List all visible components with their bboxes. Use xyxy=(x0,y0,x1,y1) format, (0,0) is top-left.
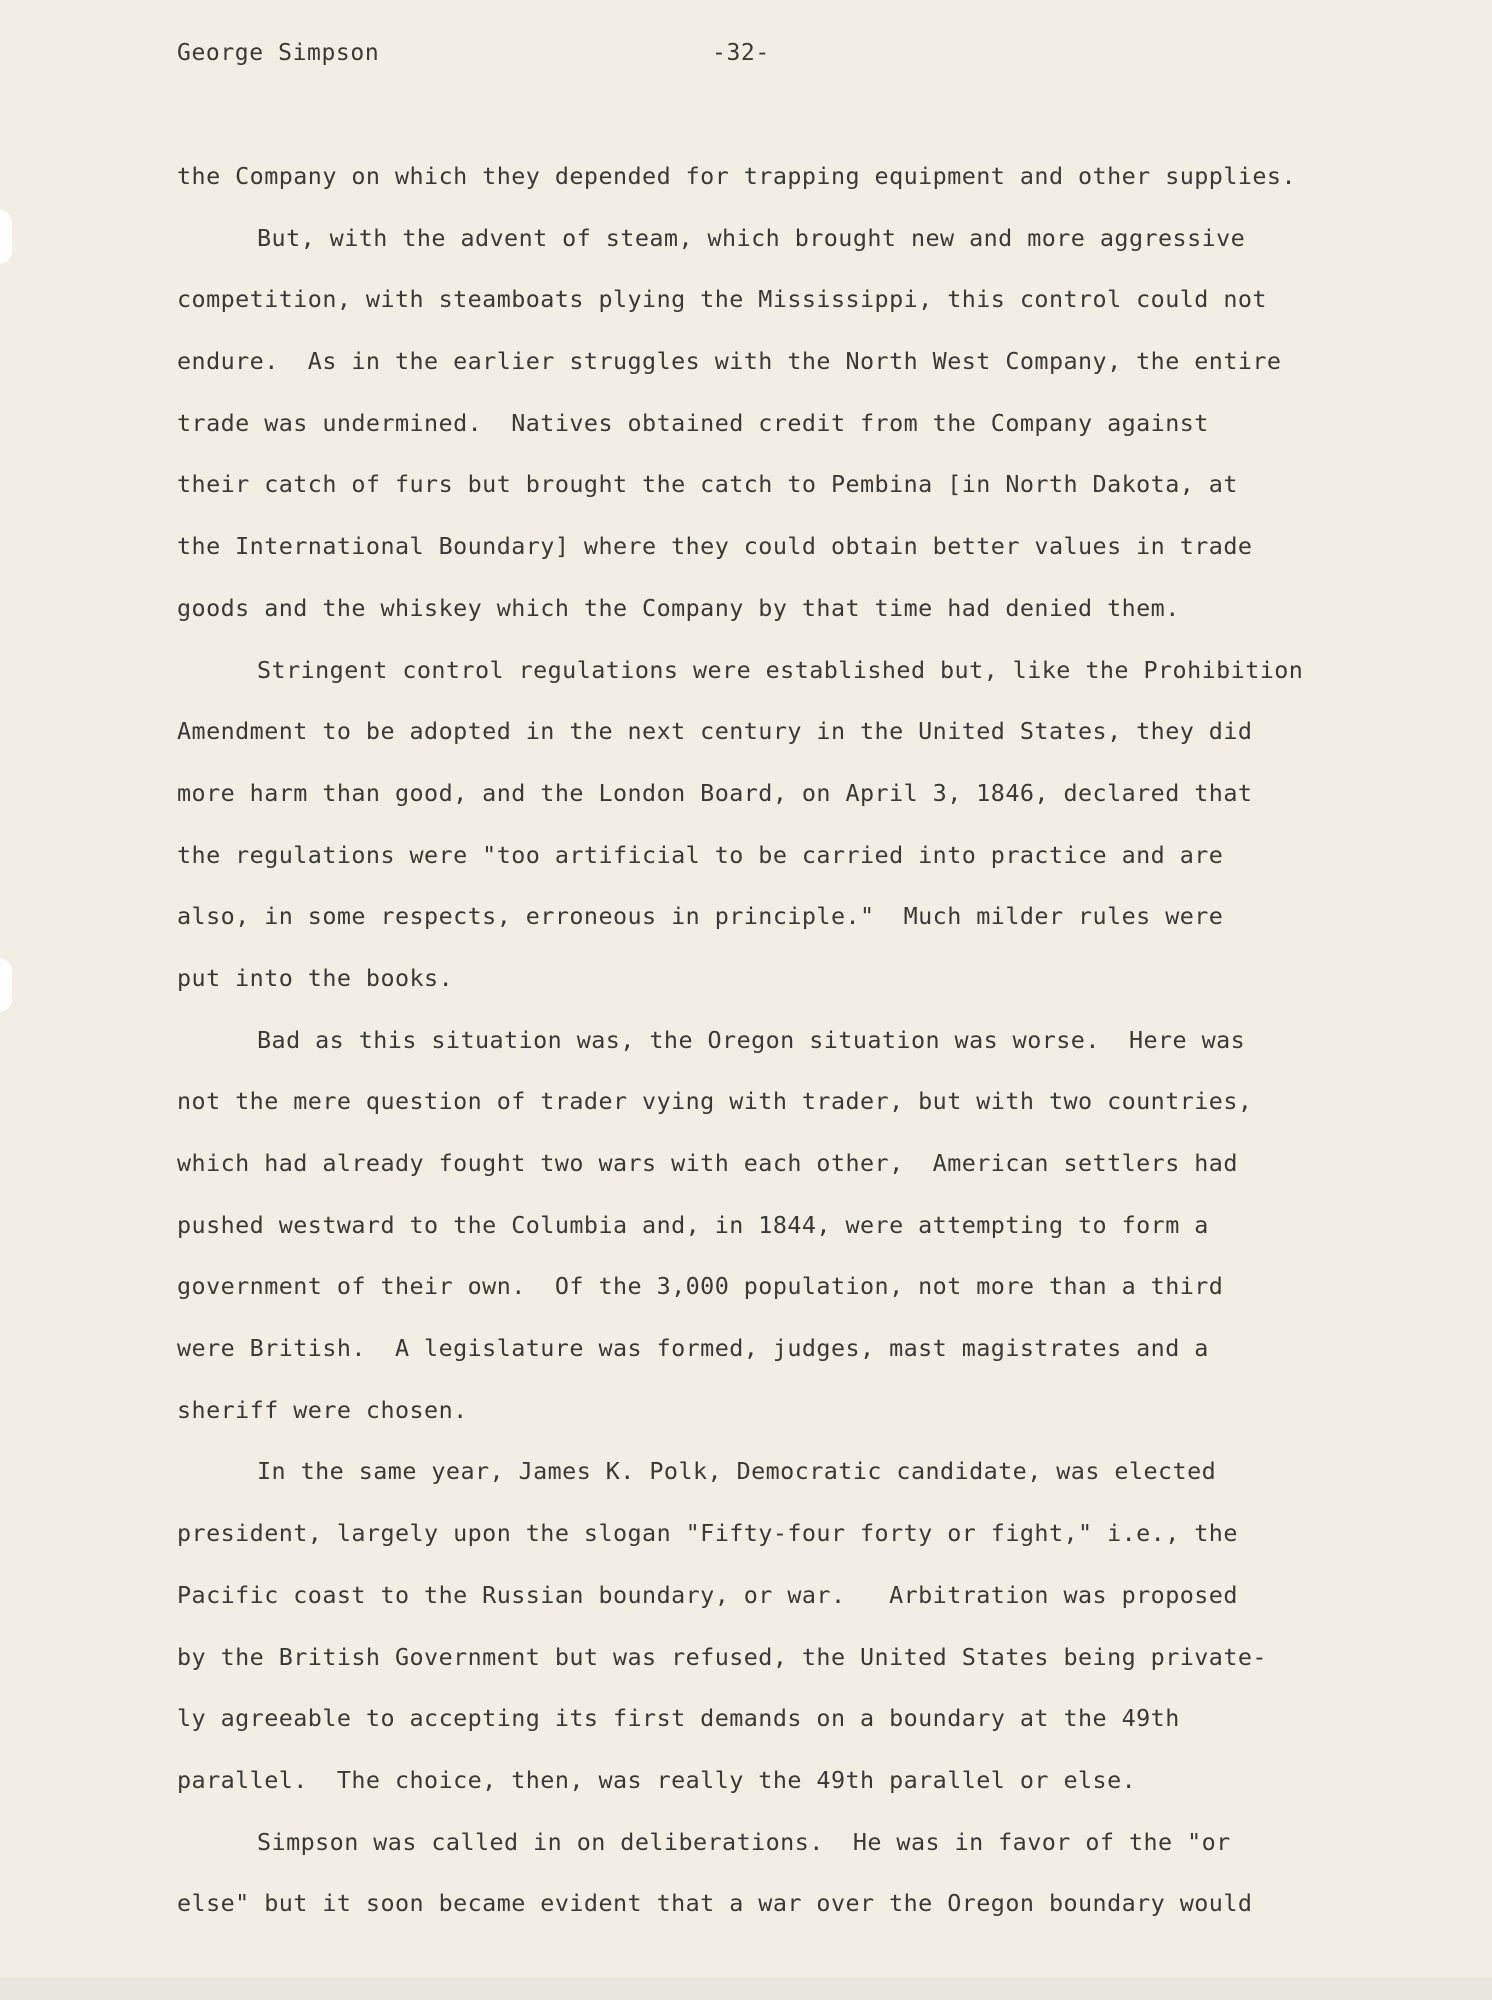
text-line: the International Boundary] where they could obtain better values in trade xyxy=(177,532,1253,561)
paragraph xyxy=(177,1014,1367,1446)
paragraph xyxy=(177,1445,1367,1815)
text-line: sheriff were chosen. xyxy=(177,1395,468,1424)
text-line: parallel. The choice, then, was really the 49th parallel or else. xyxy=(177,1765,1137,1794)
text-line: ly agreeable to accepting its first demands on a boundary at the 49th xyxy=(177,1704,1180,1733)
text-line: president, largely upon the slogan "Fifty-four forty or fight," i.e., the xyxy=(177,1519,1238,1548)
scan-bottom-edge xyxy=(0,1978,1492,2000)
text-line: Simpson was called in on deliberations. He was in favor of the "or xyxy=(257,1827,1231,1856)
text-line: But, with the advent of steam, which brought new and more aggressive xyxy=(257,223,1246,252)
text-line: Amendment to be adopted in the next century in the United States, they did xyxy=(177,717,1253,746)
text-line: In the same year, James K. Polk, Democratic candidate, was elected xyxy=(257,1457,1217,1486)
paragraph xyxy=(177,212,1367,644)
text-line: trade was undermined. Natives obtained credit from the Company against xyxy=(177,408,1209,437)
text-line: Bad as this situation was, the Oregon situation was worse. Here was xyxy=(257,1025,1246,1054)
text-line: the regulations were "too artificial to be carried into practice and are xyxy=(177,840,1224,869)
text-line: by the British Government but was refused, the United States being private- xyxy=(177,1642,1267,1671)
text-line: Pacific coast to the Russian boundary, or war. Arbitration was proposed xyxy=(177,1580,1238,1609)
text-line: else" but it soon became evident that a war over the Oregon boundary would xyxy=(177,1889,1253,1918)
paragraph xyxy=(177,644,1367,1014)
text-line: the Company on which they depended for trapping equipment and other supplies. xyxy=(177,162,1296,190)
text-line: pushed westward to the Columbia and, in 1844, were attempting to form a xyxy=(177,1210,1209,1239)
punch-hole xyxy=(0,210,12,264)
text-line: also, in some respects, erroneous in principle." Much milder rules were xyxy=(177,902,1224,931)
text-line: put into the books. xyxy=(177,963,454,992)
body-text xyxy=(177,150,1367,1939)
text-line: goods and the whiskey which the Company by that time had denied them. xyxy=(177,593,1180,622)
running-header-title: George Simpson xyxy=(177,40,380,66)
text-line: more harm than good, and the London Board, on April 3, 1846, declared that xyxy=(177,778,1253,807)
text-line: which had already fought two wars with each other, American settlers had xyxy=(177,1149,1238,1177)
text-line: their catch of furs but brought the catch to Pembina [in North Dakota, at xyxy=(177,470,1238,499)
text-line: government of their own. Of the 3,000 population, not more than a third xyxy=(177,1272,1224,1301)
text-line: endure. As in the earlier struggles with the North West Company, the entire xyxy=(177,347,1282,376)
page-number: -32- xyxy=(712,40,770,66)
text-line: were British. A legislature was formed, judges, mast magistrates and a xyxy=(177,1334,1209,1363)
paragraph xyxy=(177,1816,1367,1939)
text-line: competition, with steamboats plying the Mississippi, this control could not xyxy=(177,285,1267,314)
paragraph xyxy=(177,150,1367,212)
text-line: Stringent control regulations were established but, like the Prohibition xyxy=(257,655,1304,684)
punch-hole xyxy=(0,958,12,1012)
text-line: not the mere question of trader vying with trader, but with two countries, xyxy=(177,1087,1253,1116)
